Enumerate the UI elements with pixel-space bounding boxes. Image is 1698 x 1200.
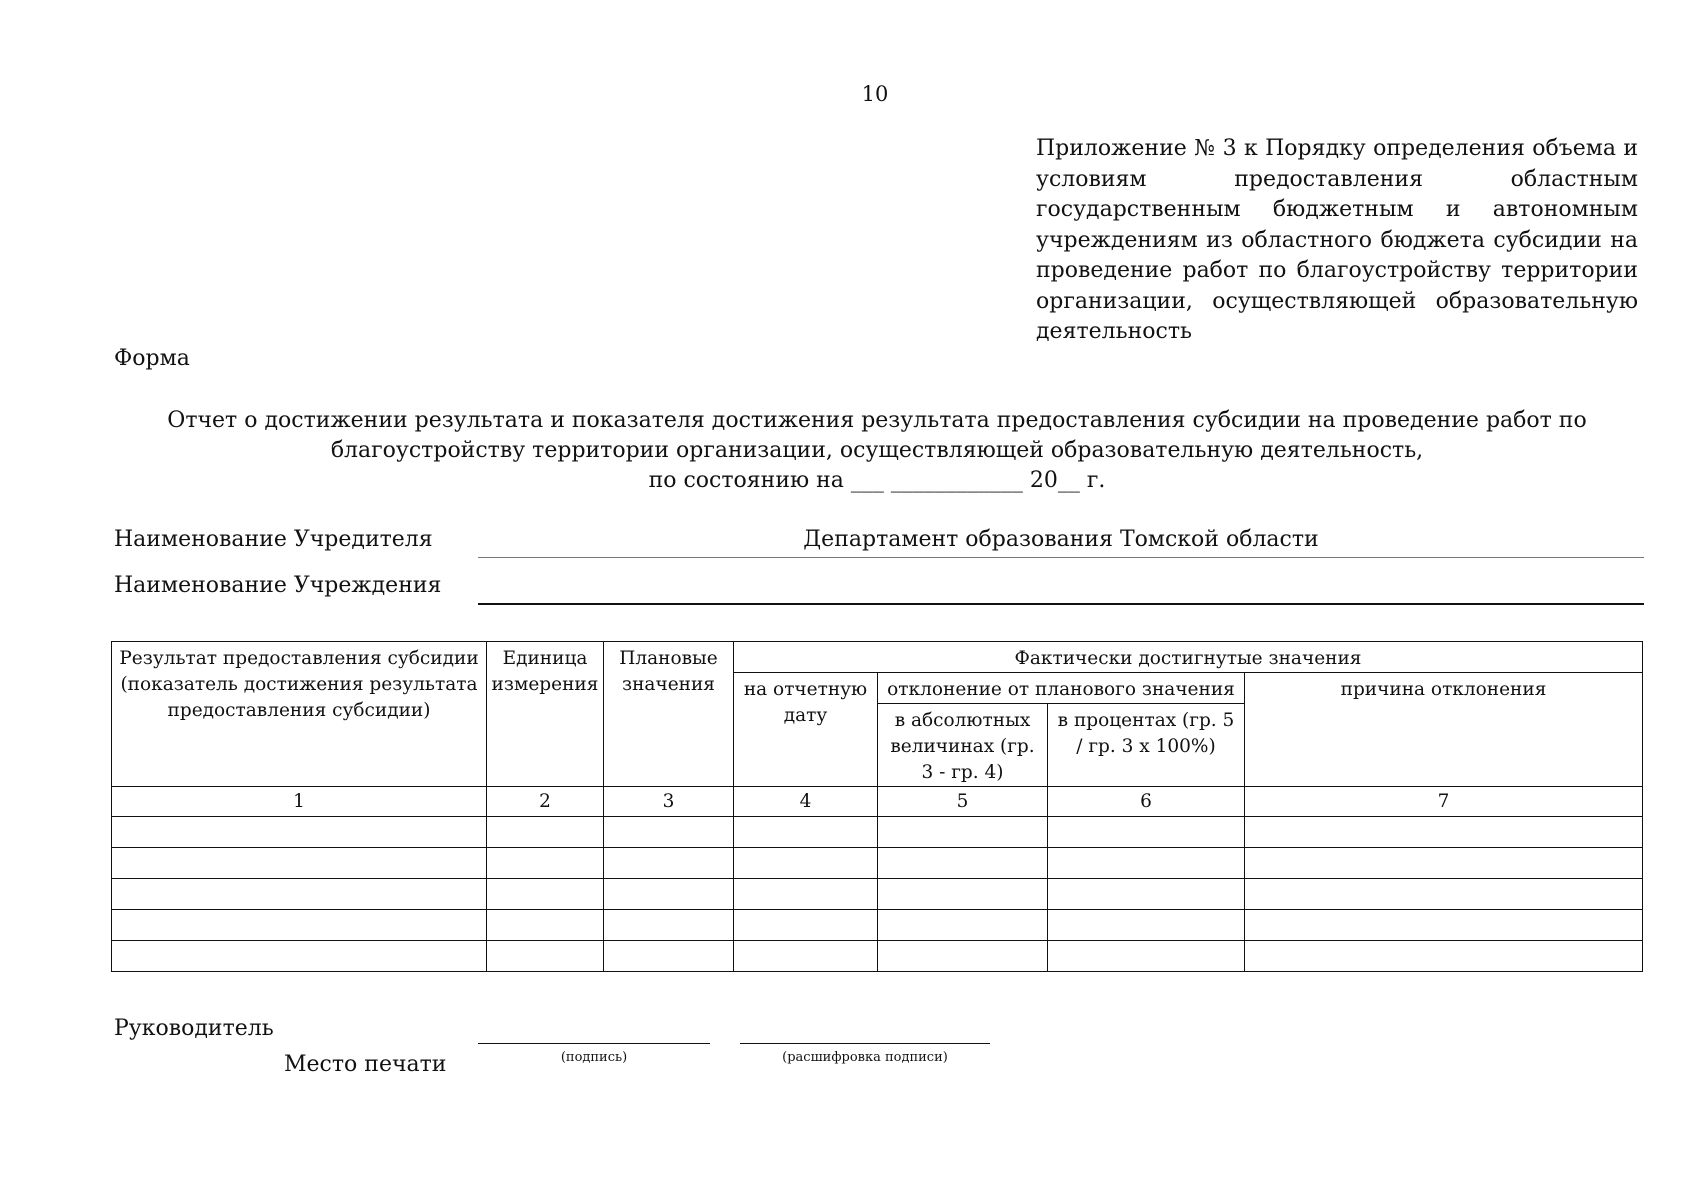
signature-decode-line[interactable] (740, 1043, 990, 1044)
table-cell[interactable] (604, 910, 734, 941)
founder-label: Наименование Учредителя (114, 527, 433, 552)
table-cell[interactable] (1048, 910, 1245, 941)
table-row (112, 910, 1643, 941)
table-cell[interactable] (1048, 848, 1245, 879)
institution-field (114, 573, 1644, 607)
table-cell[interactable] (112, 879, 487, 910)
table-cell[interactable] (878, 817, 1048, 848)
table-cell[interactable] (1048, 817, 1245, 848)
table-cell[interactable] (1245, 941, 1643, 972)
header-actual: Фактически достигнутые значения (734, 642, 1643, 673)
table-cell[interactable] (112, 910, 487, 941)
table-cell[interactable] (878, 848, 1048, 879)
header-result: Результат предоставления субсидии (показатель достижения результата предоставления субсидии) (112, 642, 487, 787)
table-cell[interactable] (112, 941, 487, 972)
table-cell[interactable] (112, 848, 487, 879)
table-row (112, 941, 1643, 972)
column-number: 3 (604, 787, 734, 817)
manager-label: Руководитель (114, 1016, 274, 1041)
table-cell[interactable] (487, 910, 604, 941)
institution-label: Наименование Учреждения (114, 573, 442, 598)
table-cell[interactable] (1245, 910, 1643, 941)
table-cell[interactable] (112, 817, 487, 848)
table-cell[interactable] (734, 941, 878, 972)
table-cell[interactable] (734, 817, 878, 848)
form-label: Форма (114, 346, 190, 371)
table-cell[interactable] (878, 879, 1048, 910)
report-title-line-2: благоустройству территории организации, осуществляющей образовательную деятельность, (330, 438, 1424, 463)
column-numbers-row (112, 787, 1643, 817)
report-title-line-3: по состоянию на ___ ____________ 20__ г. (648, 468, 1106, 493)
column-number: 7 (1245, 787, 1643, 817)
founder-value[interactable]: Департамент образования Томской области (478, 527, 1644, 558)
header-percent: в процентах (гр. 5 / гр. 3 x 100%) (1048, 704, 1245, 787)
header-absolute: в абсолютных величинах (гр. 3 - гр. 4) (878, 704, 1048, 787)
appendix-note: Приложение № 3 к Порядку определения объема и условиям предоставления областным государственным бюджетным и автономным учреждениям из областного бюджета субсидии на проведение работ по благоустройству территории организации, осуществляющей образовательную деятельность (1036, 136, 1638, 344)
signature-line[interactable] (478, 1043, 710, 1044)
header-unit: Единица измерения (487, 642, 604, 787)
table-row (112, 848, 1643, 879)
table-cell[interactable] (604, 941, 734, 972)
column-number: 2 (487, 787, 604, 817)
table-row (112, 879, 1643, 910)
table-cell[interactable] (734, 879, 878, 910)
report-title (112, 406, 1642, 496)
table-cell[interactable] (878, 910, 1048, 941)
table-cell[interactable] (1048, 879, 1245, 910)
signature-decode-caption: (расшифровка подписи) (782, 1050, 948, 1065)
institution-value[interactable] (478, 573, 1644, 605)
table-row (112, 817, 1643, 848)
column-number: 6 (1048, 787, 1245, 817)
page-number: 10 (861, 82, 889, 106)
table-cell[interactable] (487, 879, 604, 910)
column-number: 4 (734, 787, 878, 817)
table-cell[interactable] (1245, 848, 1643, 879)
table-cell[interactable] (604, 848, 734, 879)
table-cell[interactable] (734, 848, 878, 879)
table-cell[interactable] (487, 848, 604, 879)
table-cell[interactable] (487, 817, 604, 848)
table-cell[interactable] (1245, 879, 1643, 910)
table-cell[interactable] (1245, 817, 1643, 848)
founder-field (114, 527, 1644, 561)
column-number: 1 (112, 787, 487, 817)
header-deviation: отклонение от планового значения (878, 673, 1245, 704)
report-title-line-1: Отчет о достижении результата и показателя достижения результата предоставления субсидии на проведение работ по (167, 408, 1587, 433)
report-table (111, 641, 1643, 972)
table-cell[interactable] (604, 879, 734, 910)
table-cell[interactable] (487, 941, 604, 972)
table-cell[interactable] (878, 941, 1048, 972)
signature-block (114, 1010, 1014, 1100)
table-cell[interactable] (1048, 941, 1245, 972)
header-report-date: на отчетную дату (734, 673, 878, 787)
table-cell[interactable] (734, 910, 878, 941)
signature-caption: (подпись) (560, 1050, 628, 1065)
stamp-label: Место печати (284, 1052, 447, 1077)
table-cell[interactable] (604, 817, 734, 848)
header-reason: причина отклонения (1245, 673, 1643, 787)
column-number: 5 (878, 787, 1048, 817)
header-planned: Плановые значения (604, 642, 734, 787)
